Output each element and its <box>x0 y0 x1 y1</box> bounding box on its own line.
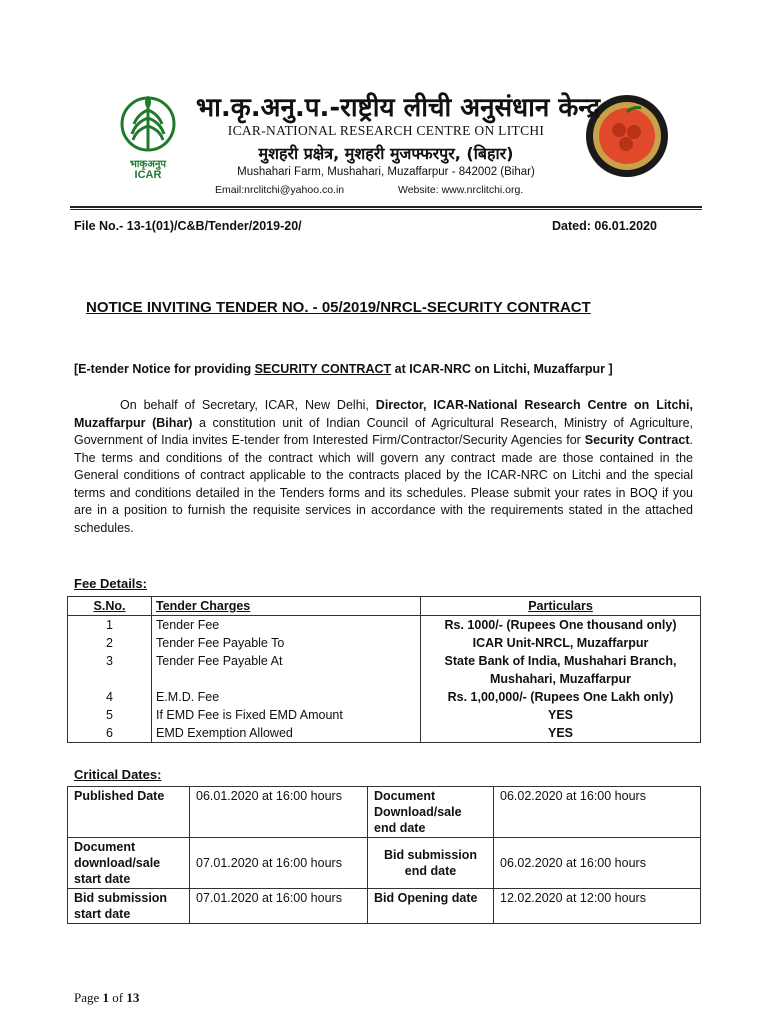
col-header-charges: Tender Charges <box>152 597 421 616</box>
cell-sno: 2 <box>68 634 152 652</box>
cell-value: 12.02.2020 at 12:00 hours <box>494 889 701 924</box>
table-row <box>68 634 701 652</box>
para-bold-2: Security Contract <box>584 433 690 447</box>
para-text-3: . The terms and conditions of the contract which will govern any contract made are those contained in the General conditions of contract applicable to the contracts placed by the ICAR-NRC on Litchi and the special terms and conditions detailed in the Tenders forms and its schedules. Please submit your rates in BOQ if you are in a position to furnish the requisite services in accordance with the requirements stated in the attached schedules. <box>74 433 693 535</box>
cell-sno: 4 <box>68 688 152 706</box>
table-row <box>68 616 701 635</box>
subtitle-pre: [E-tender Notice for providing <box>74 362 255 376</box>
cell-sno: 6 <box>68 724 152 743</box>
subtitle-underlined: SECURITY CONTRACT <box>254 362 392 376</box>
table-row <box>68 706 701 724</box>
cell-value: 07.01.2020 at 16:00 hours <box>190 889 368 924</box>
document-date: Dated: 06.01.2020 <box>552 219 657 233</box>
cell-label: Bid submission end date <box>368 838 494 889</box>
cell-particular <box>421 652 701 688</box>
cell-value: 06.01.2020 at 16:00 hours <box>190 787 368 838</box>
cell-particular-line2: Mushahari, Muzaffarpur <box>490 672 631 686</box>
fee-details-heading: Fee Details: <box>74 576 147 591</box>
cell-sno: 1 <box>68 616 152 635</box>
cell-sno: 3 <box>68 652 152 688</box>
cell-particular: Rs. 1,00,000/- (Rupees One Lakh only) <box>421 688 701 706</box>
cell-value: 06.02.2020 at 16:00 hours <box>494 787 701 838</box>
institute-english-title: ICAR-NATIONAL RESEARCH CENTRE ON LITCHI <box>227 123 545 138</box>
critical-dates-heading: Critical Dates: <box>74 767 162 782</box>
institute-hindi-address: मुशहरी प्रक्षेत्र, मुशहरी मुजफ्फरपुर, (बिहार) <box>258 144 514 163</box>
table-row <box>68 688 701 706</box>
cell-charge: Tender Fee Payable At <box>152 652 421 688</box>
para-bold-1: Director, ICAR-National Research Centre on Litchi, Muzaffarpur (Bihar) <box>74 398 693 430</box>
para-text-2: a constitution unit of Indian Council of Agricultural Research, Ministry of Agriculture, Government of India invites E-tender from Interested Firm/Contractor/Security Agencies for <box>74 415 694 447</box>
institute-email: Email:nrclitchi@yahoo.co.in <box>215 184 345 196</box>
critical-dates-table <box>67 786 701 924</box>
header-divider <box>70 206 702 208</box>
cell-particular: Rs. 1000/- (Rupees One thousand only) <box>421 616 701 635</box>
table-row <box>68 838 701 889</box>
col-header-particulars: Particulars <box>421 597 701 616</box>
para-text-1: On behalf of Secretary, ICAR, New Delhi, <box>120 398 376 412</box>
cell-label: Document Download/sale end date <box>368 787 494 838</box>
institute-hindi-title: भा.कृ.अनु.प.-राष्ट्रीय लीची अनुसंधान केन्द्र <box>195 93 601 123</box>
fee-details-table <box>67 596 701 743</box>
cell-label: Published Date <box>68 787 190 838</box>
cell-charge: E.M.D. Fee <box>152 688 421 706</box>
subtitle-post: at ICAR-NRC on Litchi, Muzaffarpur ] <box>391 362 613 376</box>
cell-charge: Tender Fee Payable To <box>152 634 421 652</box>
cell-label: Bid Opening date <box>368 889 494 924</box>
page-number <box>74 990 139 1006</box>
cell-particular-line1: State Bank of India, Mushahari Branch, <box>444 654 677 668</box>
table-row <box>68 889 701 924</box>
page-prefix: Page <box>74 990 103 1005</box>
notice-title: NOTICE INVITING TENDER NO. - 05/2019/NRCL-SECURITY CONTRACT <box>86 299 591 316</box>
cell-charge: Tender Fee <box>152 616 421 635</box>
icar-logo <box>108 88 188 184</box>
page-current: 1 <box>102 990 110 1005</box>
cell-value: 07.01.2020 at 16:00 hours <box>190 838 368 889</box>
cell-charge: If EMD Fee is Fixed EMD Amount <box>152 706 421 724</box>
table-row <box>68 724 701 743</box>
table-header-row <box>68 597 701 616</box>
cell-particular: YES <box>421 724 701 743</box>
page-total: 13 <box>126 990 140 1005</box>
table-row <box>68 787 701 838</box>
institute-website: Website: www.nrclitchi.org. <box>398 184 524 196</box>
cell-label: Document download/sale start date <box>68 838 190 889</box>
col-header-sno: S.No. <box>68 597 152 616</box>
cell-value: 06.02.2020 at 16:00 hours <box>494 838 701 889</box>
page-of: of <box>109 990 127 1005</box>
cell-particular: YES <box>421 706 701 724</box>
cell-particular: ICAR Unit-NRCL, Muzaffarpur <box>421 634 701 652</box>
cell-sno: 5 <box>68 706 152 724</box>
notice-paragraph <box>74 397 693 537</box>
logo-text: ICAR <box>134 169 162 181</box>
logo-hindi-text: भाकृअनुप <box>129 159 167 170</box>
file-number: File No.- 13-1(01)/C&B/Tender/2019-20/ <box>74 219 302 233</box>
header-divider-thin <box>70 209 702 210</box>
institute-address: Mushahari Farm, Mushahari, Muzaffarpur - 842002 (Bihar) <box>237 166 535 178</box>
notice-subtitle <box>74 362 613 376</box>
cell-charge: EMD Exemption Allowed <box>152 724 421 743</box>
cell-label: Bid submission start date <box>68 889 190 924</box>
table-row <box>68 652 701 688</box>
